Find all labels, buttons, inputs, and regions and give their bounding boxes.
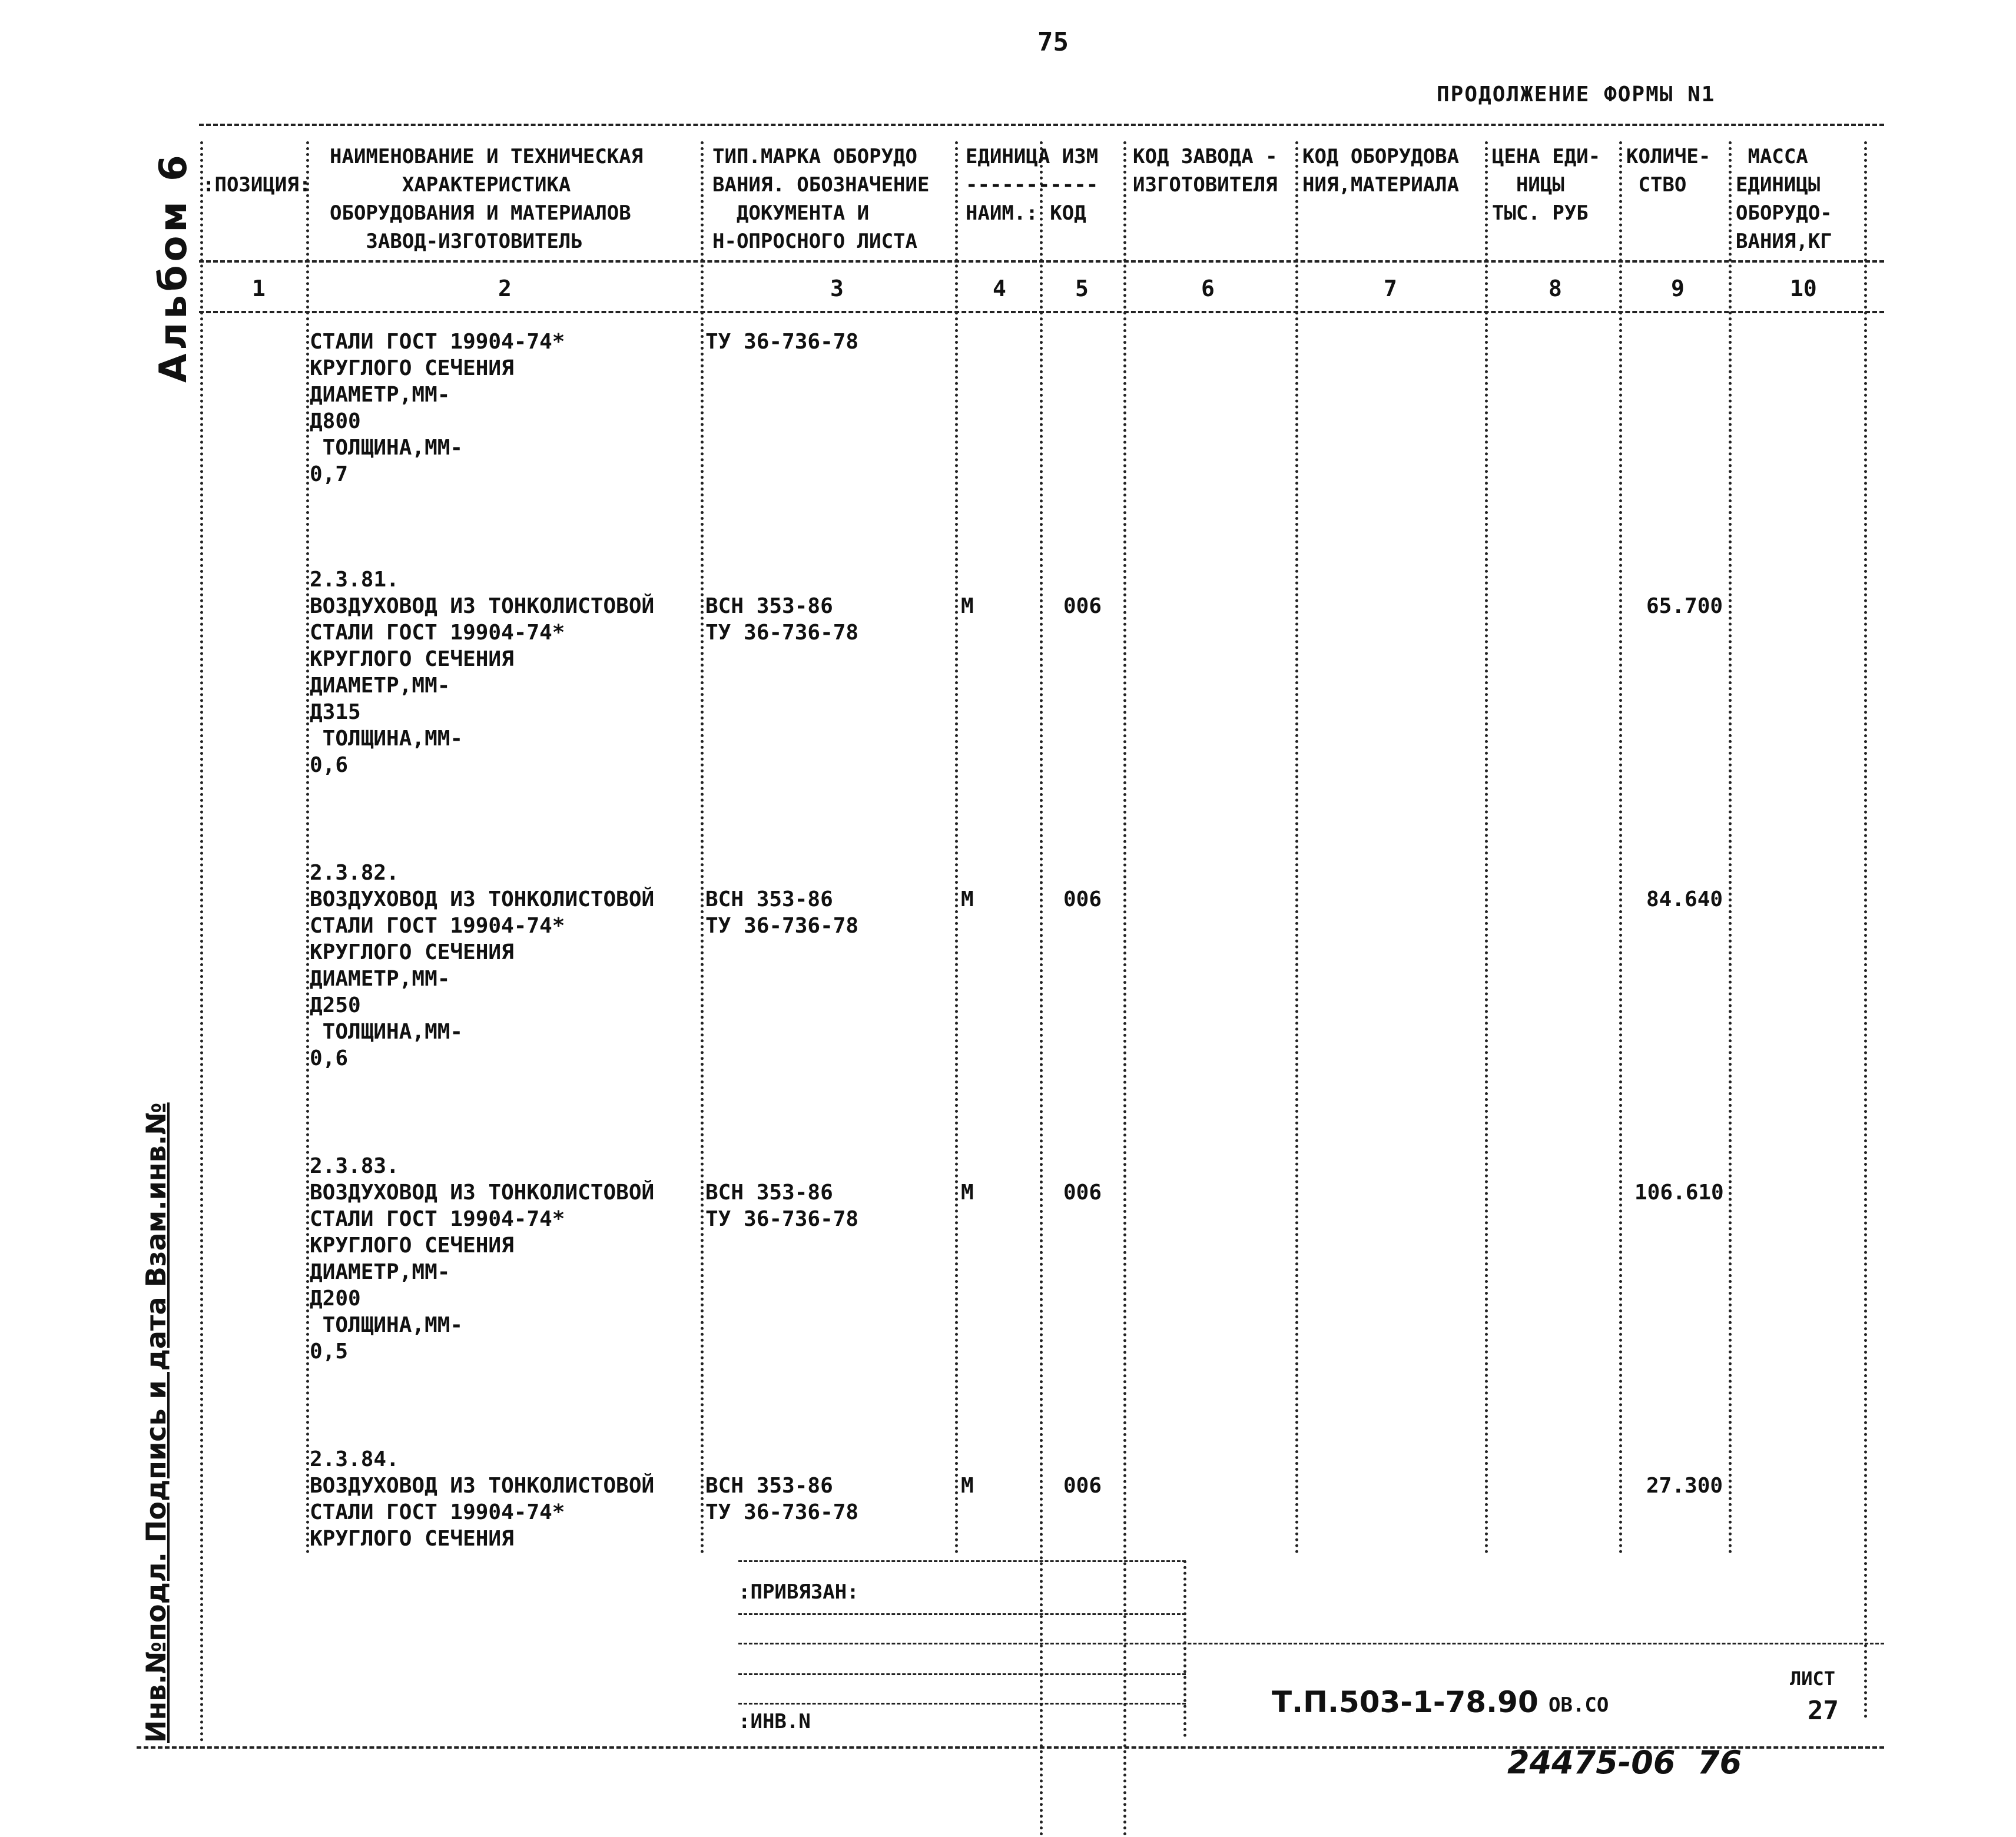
row-0-doc: ТУ 36-736-78: [705, 330, 859, 354]
header-col9: КОЛИЧЕ- СТВО: [1626, 145, 1711, 197]
row-1-code: 006: [1063, 594, 1102, 618]
stamp-inv: :ИНВ.N: [738, 1710, 811, 1733]
row-4-code: 006: [1063, 1474, 1102, 1498]
row-1-name: ВОЗДУХОВОД ИЗ ТОНКОЛИСТОВОЙ СТАЛИ ГОСТ 19904-74* КРУГЛОГО СЕЧЕНИЯ ДИАМЕТР,ММ- Д315 ТОЛЩИНА,ММ- 0,6: [310, 594, 655, 777]
row-3-pos: 2.3.83.: [310, 1154, 399, 1178]
stamp-rule-3: [738, 1643, 1884, 1644]
col-sep-2: [701, 141, 704, 1554]
document-code-suffix: ОВ.СО: [1549, 1693, 1609, 1717]
left-stamp-label: Инв.№подл. Подпись и дата Взам.инв.№: [140, 1102, 172, 1743]
row-4-qty: 27.300: [1646, 1474, 1723, 1498]
row-4-doc: ВСН 353-86 ТУ 36-736-78: [705, 1474, 859, 1524]
header-col7: КОД ОБОРУДОВА НИЯ,МАТЕРИАЛА: [1302, 145, 1460, 197]
col-sep-4: [1040, 141, 1043, 1837]
album-label: Альбом 6: [152, 151, 195, 383]
col-number-4: 4: [993, 276, 1006, 301]
row-0-name: СТАЛИ ГОСТ 19904-74* КРУГЛОГО СЕЧЕНИЯ ДИАМЕТР,ММ- Д800 ТОЛЩИНА,ММ- 0,7: [310, 330, 565, 486]
row-3-doc: ВСН 353-86 ТУ 36-736-78: [705, 1181, 859, 1231]
row-1-pos: 2.3.81.: [310, 568, 399, 592]
col-number-1: 1: [252, 276, 266, 301]
row-3-code: 006: [1063, 1181, 1102, 1205]
col-number-8: 8: [1549, 276, 1562, 301]
row-1-unit: М: [961, 594, 974, 618]
row-3-qty: 106.610: [1634, 1181, 1724, 1205]
col-sep-5: [1123, 141, 1126, 1837]
col-number-2: 2: [498, 276, 512, 301]
stamp-rule-2: [738, 1613, 1186, 1615]
col-number-9: 9: [1671, 276, 1685, 301]
col-number-3: 3: [830, 276, 844, 301]
row-2-doc: ВСН 353-86 ТУ 36-736-78: [705, 887, 859, 938]
col-sep-8: [1619, 141, 1622, 1554]
stamp-rule-1: [738, 1560, 1186, 1562]
row-3-name: ВОЗДУХОВОД ИЗ ТОНКОЛИСТОВОЙ СТАЛИ ГОСТ 19904-74* КРУГЛОГО СЕЧЕНИЯ ДИАМЕТР,ММ- Д200 ТОЛЩИНА,ММ- 0,5: [310, 1181, 655, 1364]
row-1-qty: 65.700: [1646, 594, 1723, 618]
col-number-5: 5: [1075, 276, 1089, 301]
col-sep-0: [200, 141, 203, 1743]
table-top-rule: [199, 124, 1884, 126]
stamp-privyazan: :ПРИВЯЗАН:: [738, 1580, 859, 1604]
col-sep-3: [955, 141, 958, 1554]
col-sep-1: [306, 141, 309, 1554]
sheet-number: 27: [1808, 1696, 1839, 1726]
row-2-unit: М: [961, 887, 974, 911]
header-col10: МАССА ЕДИНИЦЫ ОБОРУДО- ВАНИЯ,КГ: [1736, 145, 1832, 253]
col-sep-6: [1295, 141, 1298, 1554]
header-col3: ТИП.МАРКА ОБОРУДО ВАНИЯ. ОБОЗНАЧЕНИЕ ДОКУМЕНТА И Н-ОПРОСНОГО ЛИСТА: [712, 145, 930, 253]
col-sep-9: [1729, 141, 1732, 1554]
row-1-doc: ВСН 353-86 ТУ 36-736-78: [705, 594, 859, 645]
col-number-6: 6: [1201, 276, 1215, 301]
header-col6: КОД ЗАВОДА - ИЗГОТОВИТЕЛЯ: [1133, 145, 1278, 197]
header-col45: ЕДИНИЦА ИЗМ ----------- НАИМ.: КОД: [966, 145, 1099, 225]
col-sep-10: [1864, 141, 1867, 1719]
stamp-rule-4: [738, 1673, 1186, 1675]
row-4-name: ВОЗДУХОВОД ИЗ ТОНКОЛИСТОВОЙ СТАЛИ ГОСТ 19904-74* КРУГЛОГО СЕЧЕНИЯ: [310, 1474, 655, 1551]
stamp-sep: [1183, 1560, 1186, 1737]
row-4-unit: М: [961, 1474, 974, 1498]
col-number-7: 7: [1384, 276, 1397, 301]
header-col1: :ПОЗИЦИЯ:: [203, 173, 311, 197]
col-number-10: 10: [1790, 276, 1817, 301]
row-2-name: ВОЗДУХОВОД ИЗ ТОНКОЛИСТОВОЙ СТАЛИ ГОСТ 19904-74* КРУГЛОГО СЕЧЕНИЯ ДИАМЕТР,ММ- Д250 ТОЛЩИНА,ММ- 0,6: [310, 887, 655, 1070]
page-number: 75: [1037, 27, 1069, 57]
header-col2: НАИМЕНОВАНИЕ И ТЕХНИЧЕСКАЯ ХАРАКТЕРИСТИКА ОБОРУДОВАНИЯ И МАТЕРИАЛОВ ЗАВОД-ИЗГОТОВИТЕЛЬ: [330, 145, 644, 253]
header-col8: ЦЕНА ЕДИ- НИЦЫ ТЫС. РУБ: [1492, 145, 1601, 225]
row-4-pos: 2.3.84.: [310, 1447, 399, 1471]
sheet-label: ЛИСТ: [1790, 1667, 1836, 1690]
row-3-unit: М: [961, 1181, 974, 1205]
document-code: Т.П.503-1-78.90: [1272, 1685, 1538, 1719]
stamp-rule-5: [738, 1703, 1186, 1705]
row-2-pos: 2.3.82.: [310, 861, 399, 885]
row-2-qty: 84.640: [1646, 887, 1723, 911]
continuation-title: ПРОДОЛЖЕНИЕ ФОРМЫ N1: [1437, 82, 1716, 107]
handwritten-number: 24475-06 76: [1507, 1744, 1742, 1781]
row-2-code: 006: [1063, 887, 1102, 911]
col-sep-7: [1485, 141, 1488, 1554]
